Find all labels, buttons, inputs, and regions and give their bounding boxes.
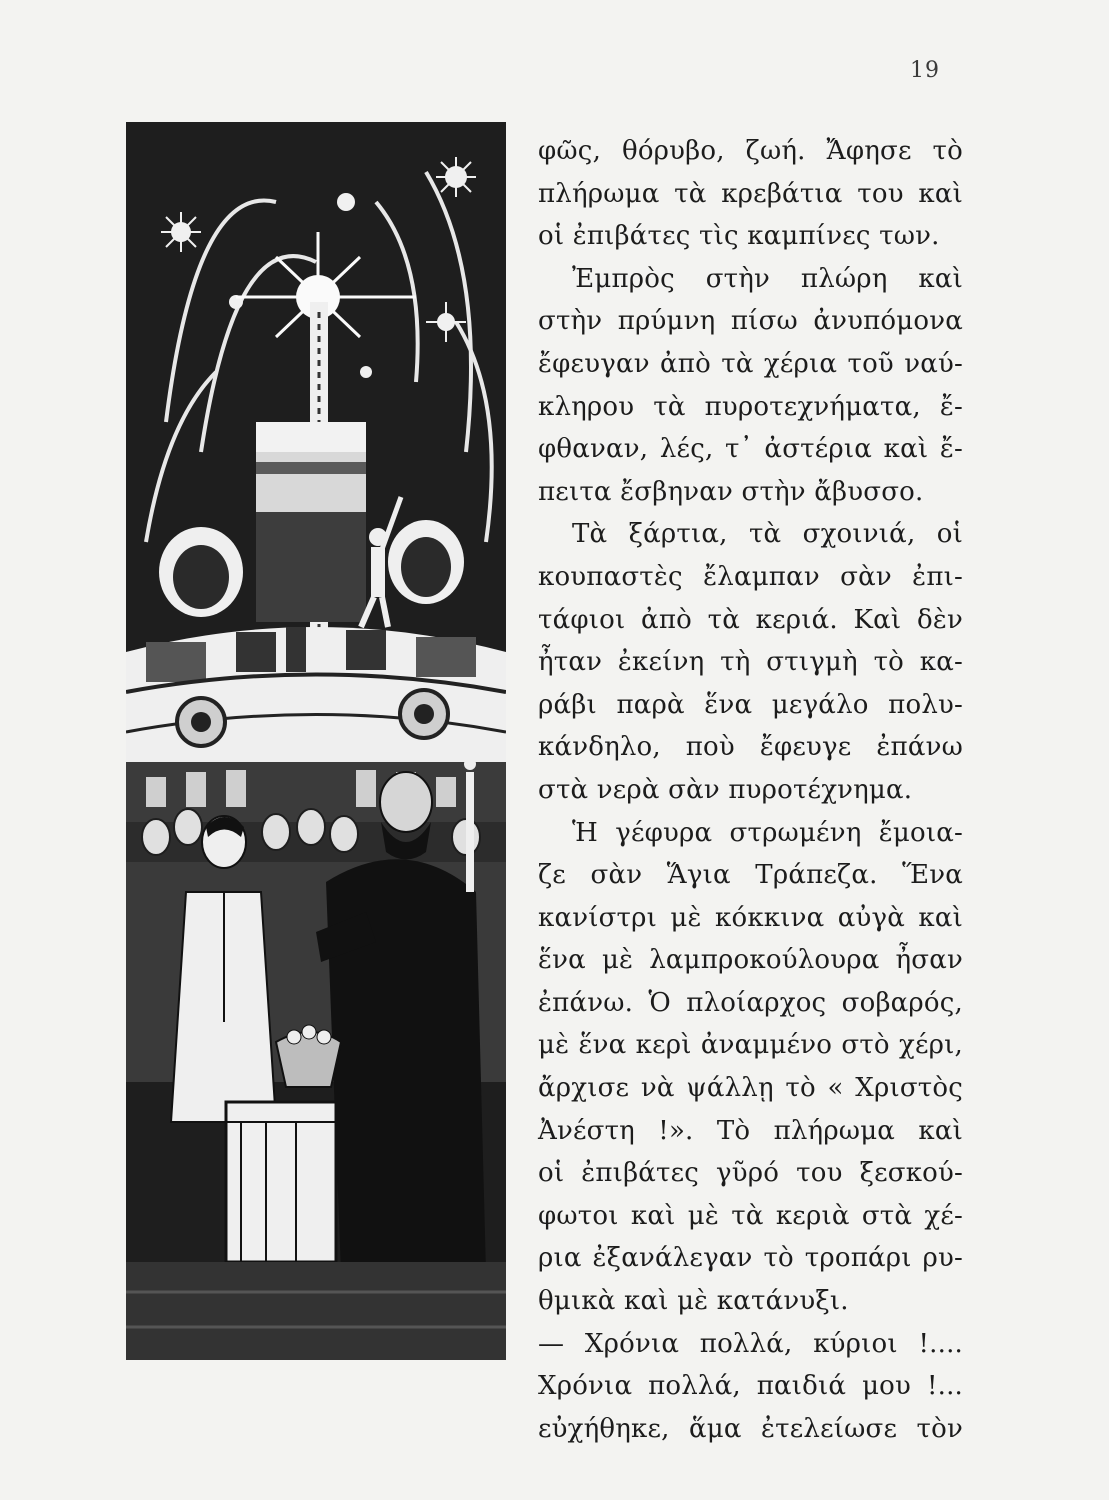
text-line: ἔφευγαν ἀπὸ τὰ χέρια τοῦ ναύ-: [538, 348, 963, 379]
text-line: ρια ἐξανάλεγαν τὸ τροπάρι ρυ-: [538, 1243, 963, 1274]
text-line: Τὰ ξάρτια, τὰ σχοινιά, οἱ: [572, 519, 963, 550]
text-line: μὲ ἕνα κερὶ ἀναμμένο στὸ χέρι,: [538, 1030, 963, 1061]
text-line: ράβι παρὰ ἕνα μεγάλο πολυ-: [538, 689, 963, 720]
text-line: κάνδηλο, ποὺ ἔφευγε ἐπάνω: [538, 732, 963, 763]
text-line: θμικὰ καὶ μὲ κατάνυξι.: [538, 1286, 849, 1317]
text-line: Ἐμπρὸς στὴν πλώρη καὶ: [572, 263, 963, 294]
text-line: ἦταν ἐκείνη τὴ στιγμὴ τὸ κα-: [538, 647, 963, 678]
text-line: Χρόνια πολλά, παιδιά μου !...: [538, 1371, 963, 1402]
text-line: φῶς, θόρυβο, ζωή. Ἄφησε τὸ: [538, 136, 963, 166]
text-line: ἄρχισε νὰ ψάλλῃ τὸ « Χριστὸς: [538, 1073, 963, 1104]
text-line: εὐχήθηκε, ἅμα ἐτελείωσε τὸν: [538, 1413, 963, 1444]
text-line: ἕνα μὲ λαμπροκούλουρα ἦσαν: [538, 945, 963, 976]
text-line: κανίστρι μὲ κόκκινα αὐγὰ καὶ: [538, 902, 963, 933]
text-line: οἱ ἐπιβάτες γῦρό του ξεσκού-: [538, 1158, 963, 1189]
text-line: στὰ νερὰ σὰν πυροτέχνημα.: [538, 774, 913, 805]
text-line: Ἡ γέφυρα στρωμένη ἔμοια-: [572, 817, 963, 848]
body-text: [538, 130, 963, 1450]
text-line: τάφιοι ἀπὸ τὰ κεριά. Καὶ δὲν: [538, 604, 963, 635]
text-line: — Χρόνια πολλά, κύριοι !....: [538, 1328, 963, 1359]
ship-funnel: [256, 422, 366, 622]
text-line: οἱ ἐπιβάτες τὶς καμπίνες των.: [538, 221, 940, 252]
text-line: στὴν πρύμνη πίσω ἀνυπόμονα: [538, 306, 963, 337]
text-line: κληρου τὰ πυροτεχνήματα, ἔ-: [538, 391, 963, 422]
ship-bridge: [126, 627, 506, 822]
text-line: Ἀνέστη !». Τὸ πλήρωμα καὶ: [538, 1115, 963, 1146]
text-line: πλήρωμα τὰ κρεβάτια του καὶ: [538, 178, 963, 209]
text-line: ἐπάνω. Ὁ πλοίαρχος σοβαρός,: [538, 987, 963, 1018]
text-line: κουπαστὲς ἔλαμπαν σὰν ἐπι-: [538, 561, 963, 592]
text-line: ζε σὰν Ἅγια Τράπεζα. Ἕνα: [538, 860, 963, 891]
candle: [466, 772, 474, 892]
text-line: πειτα ἔσβηναν στὴν ἄβυσσο.: [538, 476, 924, 507]
page-number: 19: [910, 58, 940, 83]
text-line: φωτοι καὶ μὲ τὰ κεριὰ στὰ χέ-: [538, 1200, 963, 1231]
text-line: φθαναν, λές, τ᾽ ἀστέρια καὶ ἔ-: [538, 434, 963, 465]
ship-easter-illustration: [126, 122, 506, 1360]
